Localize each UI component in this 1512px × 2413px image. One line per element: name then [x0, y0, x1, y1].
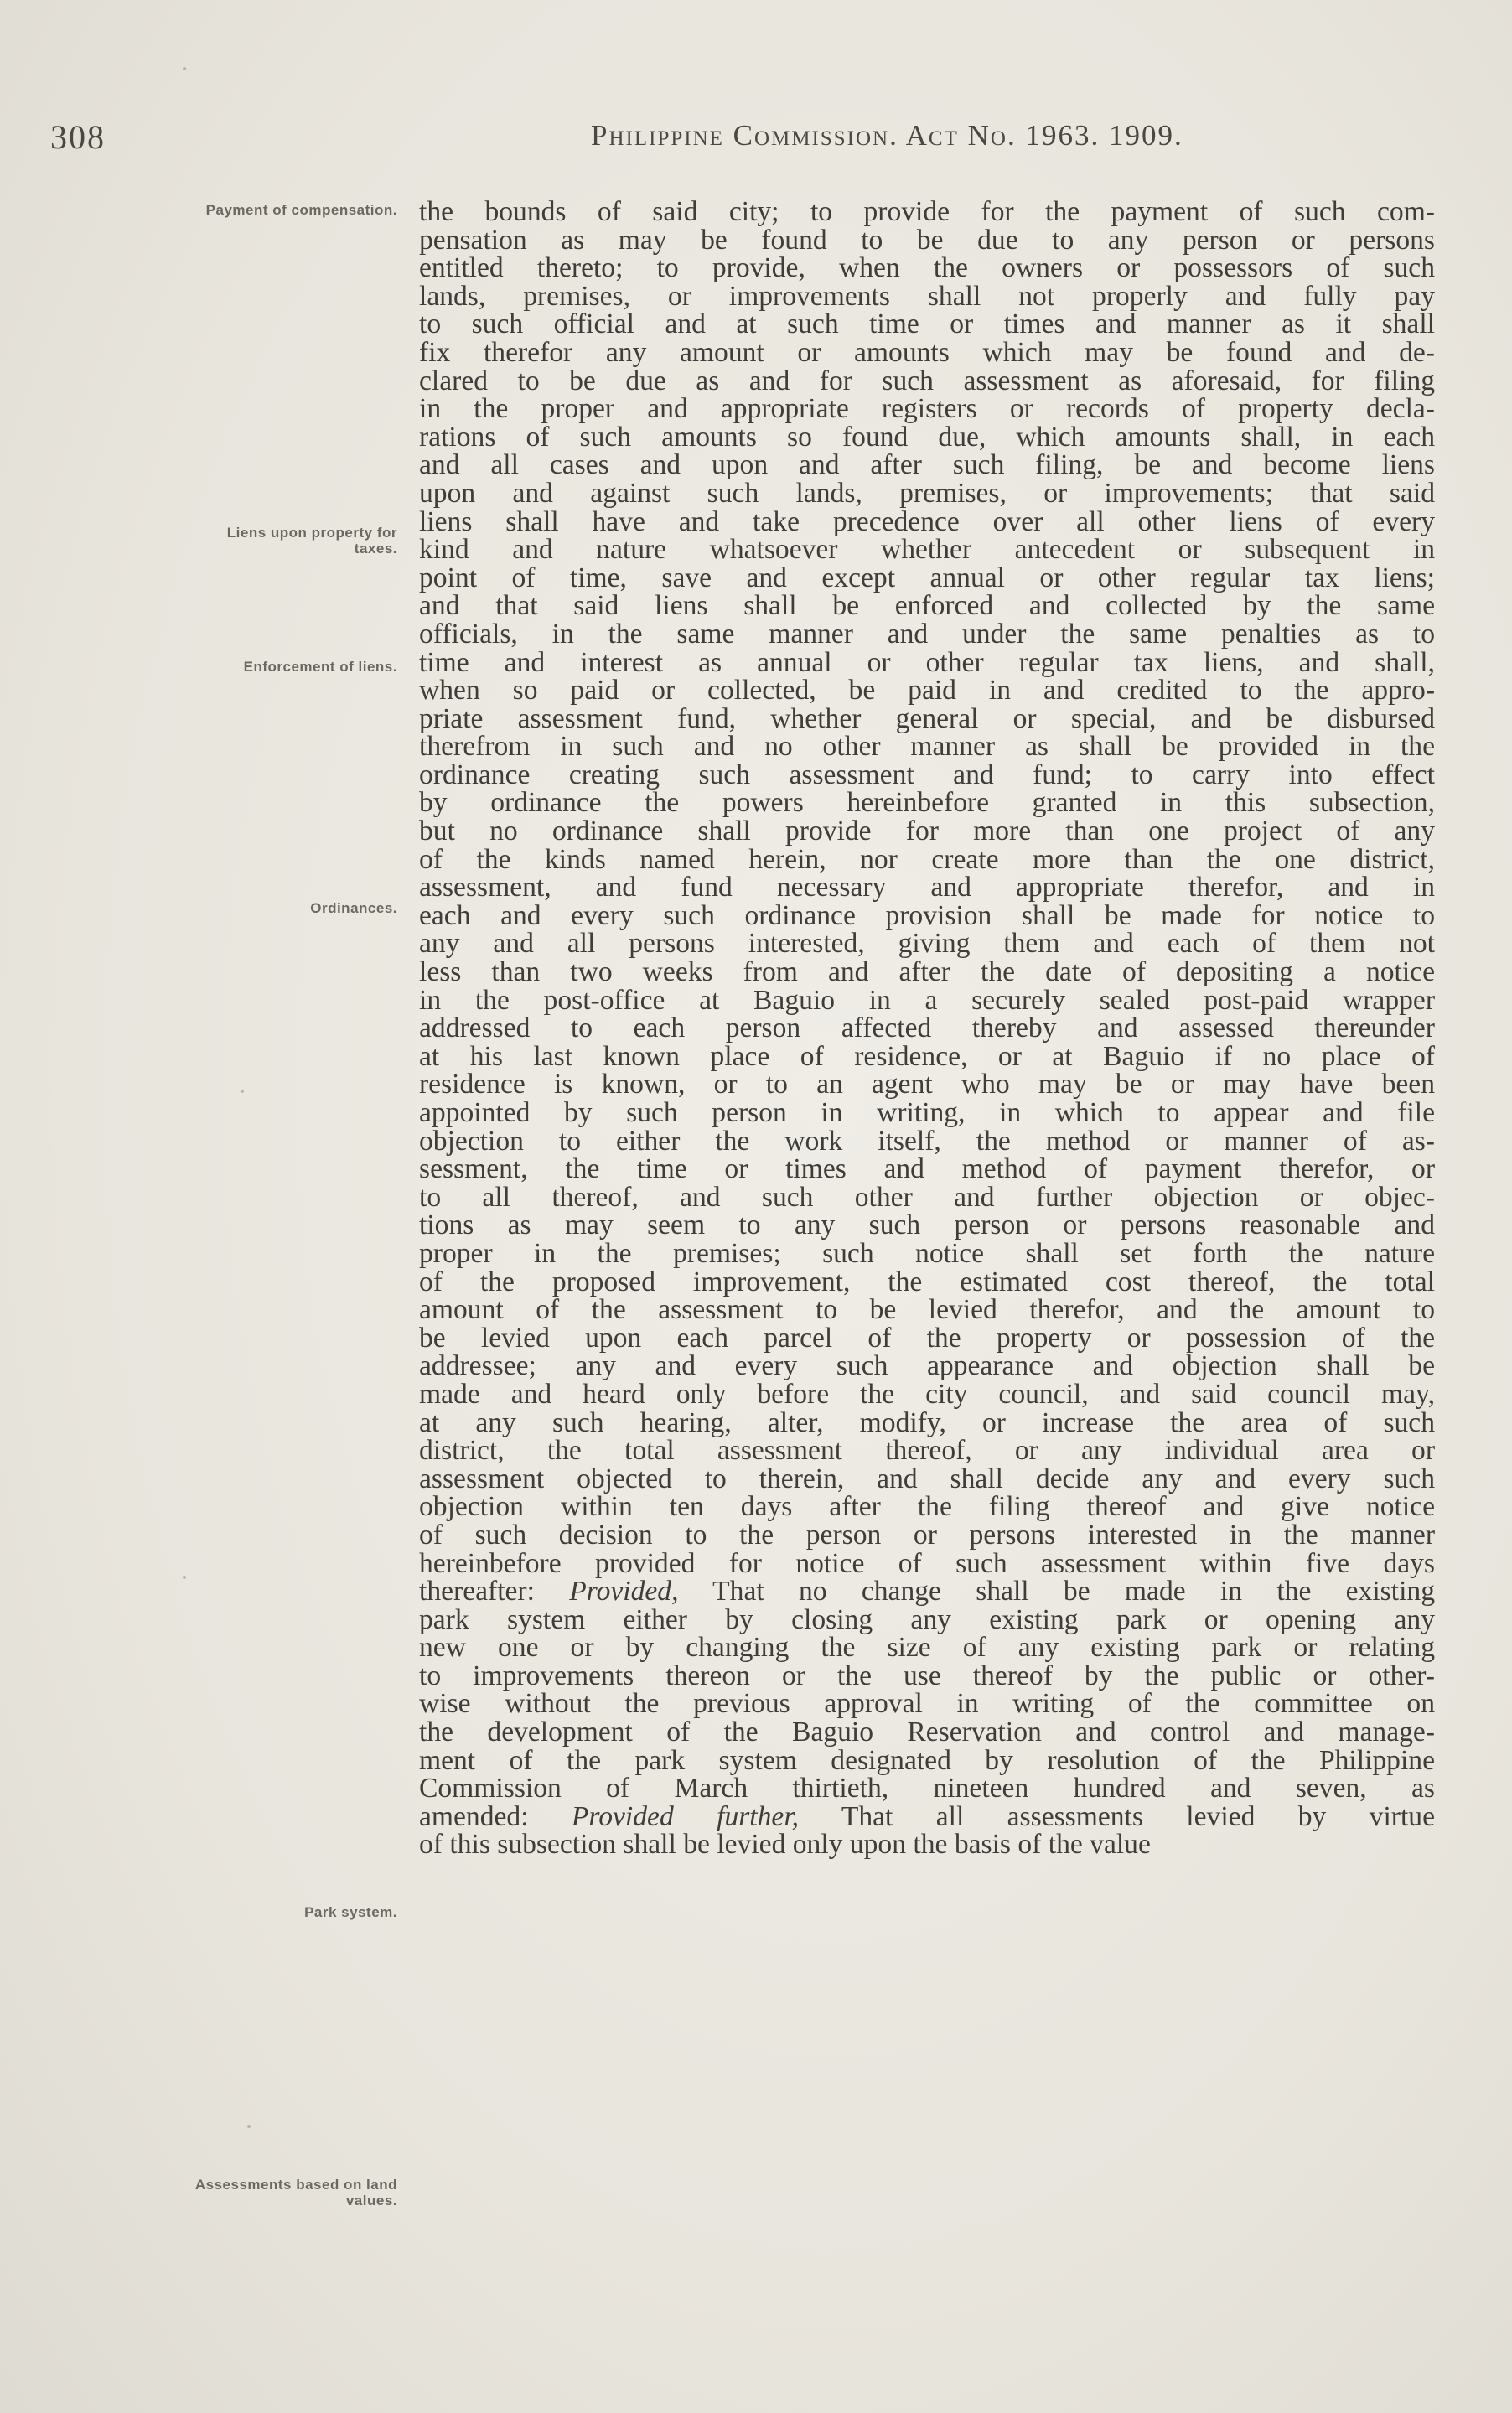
- body-line: the development of the Baguio Reservation and control and manage-: [419, 1717, 1435, 1748]
- body-line: time and interest as annual or other regular tax liens, and shall,: [419, 646, 1435, 678]
- body-line: objection to either the work itself, the method or manner of as-: [419, 1125, 1435, 1157]
- body-line: officials, in the same manner and under the same penalties as to: [419, 618, 1435, 650]
- body-line: at his last known place of residence, or at Baguio if no place of: [419, 1040, 1435, 1072]
- paper-speck: [183, 67, 186, 70]
- body-line: lands, premises, or improvements shall not properly and fully pay: [419, 280, 1435, 312]
- body-line: clared to be due as and for such assessment as aforesaid, for filing: [419, 365, 1435, 396]
- body-line: district, the total assessment thereof, or any individual area or: [419, 1435, 1435, 1467]
- body-line: amount of the assessment to be levied therefor, and the amount to: [419, 1294, 1435, 1326]
- body-line: be levied upon each parcel of the property or possession of the: [419, 1322, 1435, 1354]
- body-line: liens shall have and take precedence over all other liens of every: [419, 505, 1435, 537]
- margin-note-payment-of-compensation: Payment of compensation.: [205, 202, 397, 218]
- body-line: new one or by changing the size of any existing park or relating: [419, 1632, 1435, 1664]
- paper-speck: [241, 1090, 244, 1093]
- margin-note-enforcement-of-liens: Enforcement of liens.: [243, 659, 397, 675]
- body-line: by ordinance the powers hereinbefore granted in this subsection,: [419, 787, 1435, 819]
- body-line: each and every such ordinance provision shall be made for notice to: [419, 899, 1435, 931]
- body-line: of the kinds named herein, nor create more than the one district,: [419, 843, 1435, 875]
- paper-speck: [183, 1576, 186, 1579]
- body-line: ment of the park system designated by resolution of the Philippine: [419, 1744, 1435, 1776]
- body-line: any and all persons interested, giving them and each of them not: [419, 928, 1435, 960]
- body-line: park system either by closing any existing park or opening any: [419, 1603, 1435, 1635]
- body-line: ordinance creating such assessment and fund; to carry into effect: [419, 759, 1435, 790]
- running-head: Philippine Commission. Act No. 1963. 1909.: [591, 119, 1183, 152]
- body-line: fix therefor any amount or amounts which may be found and de-: [419, 336, 1435, 368]
- body-line: amended: Provided further, That all assessments levied by virtue: [419, 1800, 1435, 1832]
- paper-speck: [247, 2125, 251, 2128]
- page-header: [50, 117, 1442, 168]
- body-line: and all cases and upon and after such filing, be and become liens: [419, 449, 1435, 481]
- body-text: [419, 198, 1435, 1859]
- body-line: residence is known, or to an agent who may be or may have been: [419, 1069, 1435, 1100]
- body-line: to all thereof, and such other and further objection or objec-: [419, 1181, 1435, 1213]
- body-line: point of time, save and except annual or other regular tax liens;: [419, 562, 1435, 593]
- proviso-italic: Provided further,: [571, 1800, 800, 1832]
- body-line: kind and nature whatsoever whether antecedent or subsequent in: [419, 534, 1435, 566]
- body-line: rations of such amounts so found due, which amounts shall, in each: [419, 421, 1435, 453]
- body-line: proper in the premises; such notice shall set forth the nature: [419, 1237, 1435, 1269]
- margin-note-liens-upon-property: Liens upon property for taxes.: [226, 525, 397, 557]
- margin-note-ordinances: Ordinances.: [310, 900, 397, 916]
- body-line: priate assessment fund, whether general or special, and be disbursed: [419, 702, 1435, 734]
- body-line: but no ordinance shall provide for more than one project of any: [419, 816, 1435, 847]
- body-line: to such official and at such time or times and manner as it shall: [419, 308, 1435, 340]
- body-line: addressed to each person affected thereby and assessed thereunder: [419, 1012, 1435, 1044]
- body-line: tions as may seem to any such person or persons reasonable and: [419, 1209, 1435, 1241]
- body-line: of this subsection shall be levied only upon the basis of the value: [419, 1829, 1151, 1861]
- body-line: assessment objected to therein, and shall decide any and every such: [419, 1463, 1435, 1494]
- body-line: upon and against such lands, premises, or improvements; that said: [419, 477, 1435, 509]
- body-line: and that said liens shall be enforced and collected by the same: [419, 590, 1435, 622]
- body-line: therefrom in such and no other manner as shall be provided in the: [419, 731, 1435, 763]
- body-line: less than two weeks from and after the date of depositing a notice: [419, 956, 1435, 988]
- body-line: addressee; any and every such appearance and objection shall be: [419, 1350, 1435, 1382]
- body-line: objection within ten days after the filing thereof and give notice: [419, 1491, 1435, 1523]
- body-line: the bounds of said city; to provide for the payment of such com-: [419, 196, 1435, 227]
- body-line: of the proposed improvement, the estimated cost thereof, the total: [419, 1266, 1435, 1297]
- body-line: in the proper and appropriate registers or records of property decla-: [419, 393, 1435, 425]
- body-line: in the post-office at Baguio in a securely sealed post-paid wrapper: [419, 984, 1435, 1016]
- body-line: hereinbefore provided for notice of such assessment within five days: [419, 1547, 1435, 1579]
- body-line: at any such hearing, alter, modify, or increase the area of such: [419, 1406, 1435, 1438]
- proviso-italic: Provided,: [569, 1576, 679, 1608]
- body-line: entitled thereto; to provide, when the owners or possessors of such: [419, 252, 1435, 284]
- body-line: pensation as may be found to be due to any person or persons: [419, 224, 1435, 256]
- body-line: sessment, the time or times and method of payment therefor, or: [419, 1153, 1435, 1185]
- margin-note-park-system: Park system.: [304, 1904, 397, 1920]
- body-line: to improvements thereon or the use thereof by the public or other-: [419, 1660, 1435, 1691]
- margin-note-assessments-based-on-land-values: Assessments based on land values.: [194, 2177, 397, 2208]
- body-line: wise without the previous approval in writing of the committee on: [419, 1688, 1435, 1720]
- body-line: assessment, and fund necessary and appropriate therefor, and in: [419, 872, 1435, 904]
- body-line: appointed by such person in writing, in which to appear and file: [419, 1097, 1435, 1128]
- body-line: when so paid or collected, be paid in and credited to the appro-: [419, 675, 1435, 707]
- body-line: thereafter: Provided, That no change shall be made in the existing: [419, 1576, 1435, 1608]
- body-line: made and heard only before the city council, and said council may,: [419, 1378, 1435, 1410]
- page-number: 308: [50, 118, 106, 156]
- body-line: Commission of March thirtieth, nineteen hundred and seven, as: [419, 1773, 1435, 1805]
- body-line: of such decision to the person or persons interested in the manner: [419, 1519, 1435, 1551]
